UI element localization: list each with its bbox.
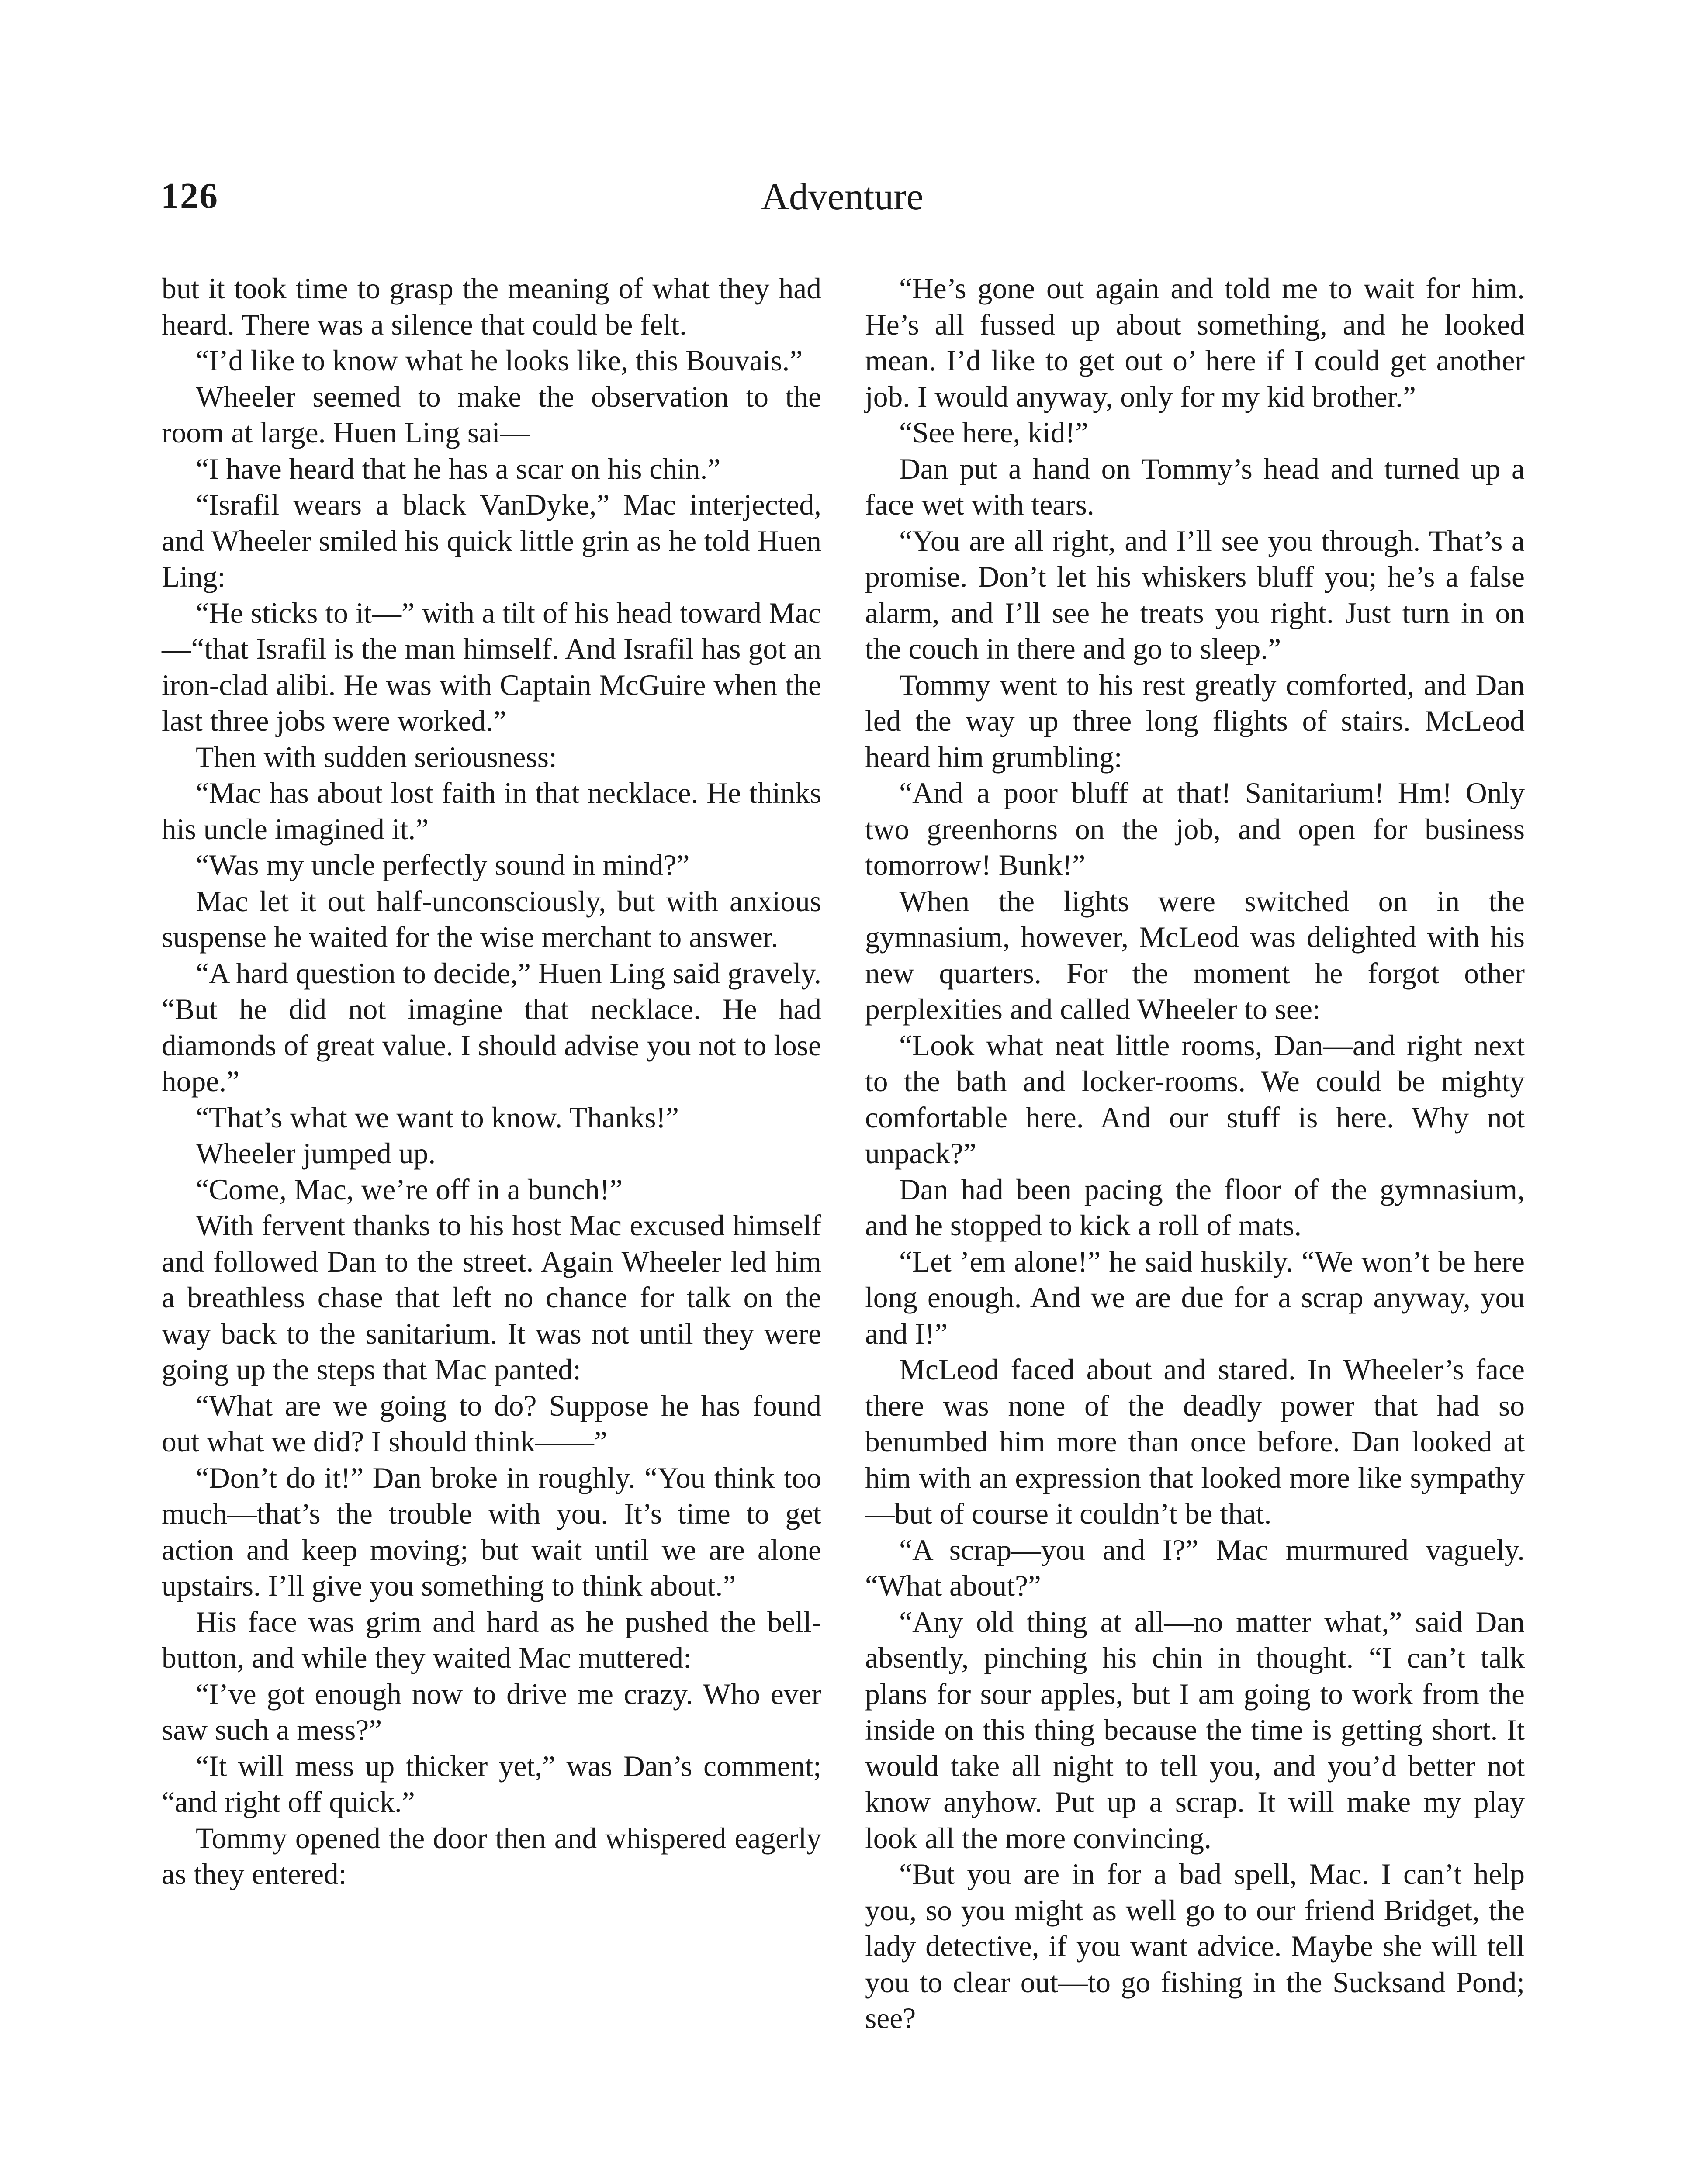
paragraph: “Was my uncle perfectly sound in mind?”	[196, 849, 690, 881]
paragraph: “What are we going to do? Suppose he has found out what we did? I should think——”	[162, 1389, 821, 1458]
paragraph: Dan had been pacing the floor of the gymnasium, and he stopped to kick a roll of mats.	[865, 1173, 1525, 1242]
paragraph: “Mac has about lost faith in that necklace. He thinks his uncle imagined it.”	[162, 777, 821, 846]
paragraph: McLeod faced about and stared. In Wheeler’s face there was none of the deadly power that had so benumbed him more than once before. Dan looked at him with an expression that looked more like sympathy—but of course it couldn’t be that.	[865, 1353, 1525, 1530]
paragraph: “He’s gone out again and told me to wait for him. He’s all fussed up about something, and he looked mean. I’d like to get out o’ here if I could get another job. I would anyway, only for my kid brother.”	[865, 272, 1525, 413]
paragraph: “I’ve got enough now to drive me crazy. Who ever saw such a mess?”	[162, 1677, 821, 1746]
paragraph: Wheeler jumped up.	[196, 1137, 436, 1170]
paragraph: “I’d like to know what he looks like, this Bouvais.”	[196, 344, 803, 377]
page-header	[161, 175, 1524, 236]
paragraph: With fervent thanks to his host Mac excused himself and followed Dan to the street. Again Wheeler led him a breathless chase that left no chance for talk on the way back to the sanitarium. It was not until they were going up the steps that Mac panted:	[162, 1209, 821, 1386]
paragraph: “Look what neat little rooms, Dan—and right next to the bath and locker-rooms. We could be mighty comfortable here. And our stuff is here. Why not unpack?”	[865, 1029, 1525, 1170]
paragraph: “Any old thing at all—no matter what,” said Dan absently, pinching his chin in thought. “I can’t talk plans for sour apples, but I am going to work from the inside on this thing because the time is getting short. It would take all night to tell you, and you’d better not know anyhow. Put up a scrap. It will make my play look all the more convincing.	[865, 1605, 1525, 1855]
paragraph: “Israfil wears a black VanDyke,” Mac interjected, and Wheeler smiled his quick little grin as he told Huen Ling:	[162, 488, 821, 593]
paragraph: “But you are in for a bad spell, Mac. I can’t help you, so you might as well go to our friend Bridget, the lady detective, if you want advice. Maybe she will tell you to clear out—to go fishing in the Sucksand Pond; see?	[865, 1858, 1525, 2035]
paragraph: but it took time to grasp the meaning of what they had heard. There was a silence that could be felt.	[162, 272, 821, 341]
paragraph: “Come, Mac, we’re off in a bunch!”	[196, 1173, 623, 1206]
paragraph: “Don’t do it!” Dan broke in roughly. “You think too much—that’s the trouble with you. It’s time to get action and keep moving; but wait until we are alone upstairs. I’ll give you something to think about.”	[162, 1461, 821, 1602]
paragraph: Tommy opened the door then and whispered eagerly as they entered:	[162, 1821, 821, 1890]
paragraph: “He sticks to it—” with a tilt of his head toward Mac—“that Israfil is the man himself. And Israfil has got an iron-clad alibi. He was with Captain McGuire when the last three jobs were worked.”	[162, 596, 821, 737]
paragraph: “That’s what we want to know. Thanks!”	[196, 1101, 679, 1134]
paragraph: “Let ’em alone!” he said huskily. “We won’t be here long enough. And we are due for a scrap anyway, you and I!”	[865, 1245, 1525, 1350]
paragraph: “A hard question to decide,” Huen Ling said gravely. “But he did not imagine that necklace. He had diamonds of great value. I should advise you not to lose hope.”	[162, 957, 821, 1098]
paragraph: Tommy went to his rest greatly comforted, and Dan led the way up three long flights of stairs. McLeod heard him grumbling:	[865, 668, 1525, 774]
paragraph: “And a poor bluff at that! Sanitarium! Hm! Only two greenhorns on the job, and open for business tomorrow! Bunk!”	[865, 777, 1525, 881]
paragraph: Dan put a hand on Tommy’s head and turned up a face wet with tears.	[865, 452, 1525, 521]
left-column	[162, 271, 821, 1893]
paragraph: “I have heard that he has a scar on his chin.”	[196, 452, 721, 485]
running-title: Adventure	[761, 176, 924, 218]
paragraph: “You are all right, and I’ll see you through. That’s a promise. Don’t let his whiskers bluff you; he’s a false alarm, and I’ll see he treats you right. Just turn in on the couch in there and go to sleep.”	[865, 524, 1525, 665]
paragraph: Then with sudden seriousness:	[196, 740, 557, 774]
paragraph: “It will mess up thicker yet,” was Dan’s comment; “and right off quick.”	[162, 1749, 821, 1818]
right-column	[865, 271, 1525, 2037]
paragraph: When the lights were switched on in the gymnasium, however, McLeod was delighted with his new quarters. For the moment he forgot other perplexities and called Wheeler to see:	[865, 885, 1525, 1026]
paragraph: His face was grim and hard as he pushed the bell-button, and while they waited Mac muttered:	[162, 1605, 821, 1674]
paragraph: Mac let it out half-unconsciously, but with anxious suspense he waited for the wise merchant to answer.	[162, 885, 821, 954]
paragraph: “See here, kid!”	[899, 416, 1088, 449]
paragraph: Wheeler seemed to make the observation to the room at large. Huen Ling sai—	[162, 380, 821, 449]
page-number: 126	[161, 176, 218, 216]
paragraph: “A scrap—you and I?” Mac murmured vaguely. “What about?”	[865, 1533, 1525, 1602]
